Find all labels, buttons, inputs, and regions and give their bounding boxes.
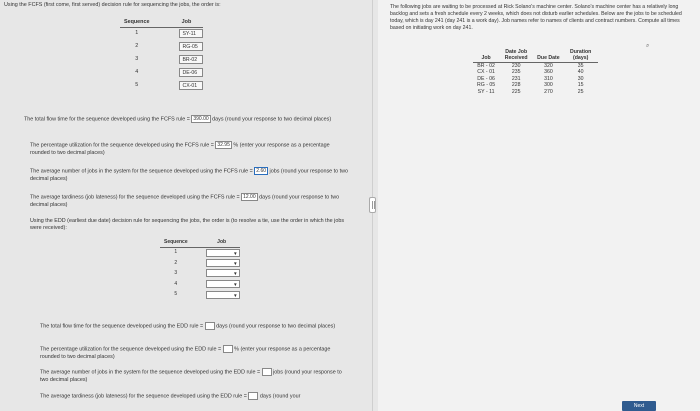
edd-average-tardiness-input[interactable] [248,392,258,400]
table-row: BR - 02 230 320 35 [477,62,584,69]
average-tardiness-input[interactable]: 12.00 [243,194,256,200]
sequence-header: Sequence [120,18,153,27]
table-row: CX - 01 235 360 40 [477,69,584,76]
job-answer-field[interactable]: SY-11 [179,29,203,38]
sequence-number: 5 [135,81,139,88]
job-dropdown[interactable] [206,291,240,299]
edd-utilization: The percentage utilization for the sequence developed using the EDD rule = % (enter your response as a percentage rounded to two decimal places) [40,346,331,360]
table-row [160,268,240,279]
table-row [120,66,203,79]
job-answer-field[interactable]: RG-05 [179,42,203,51]
sequence-number: 2 [174,259,178,266]
jobs-table [473,50,598,95]
edd-flow-time: The total flow time for the sequence developed using the EDD rule = days (round your response to two decimal places) [40,323,336,330]
table-row: DE - 06 231 310 30 [477,75,584,82]
job-header: Job [192,238,240,247]
edd-average-tardiness: The average tardiness (job lateness) for the sequence developed using the EDD rule = days (round your [40,393,301,400]
job-dropdown[interactable] [206,280,240,288]
sequence-number: 3 [135,55,139,62]
chevron-down-icon: ▼ [233,292,238,298]
fcfs-intro-text: Using the FCFS (first come, first served) decision rule for sequencing the jobs, the order is: [4,2,221,8]
table-row [160,279,240,290]
problem-statement-pane [378,0,700,411]
chevron-down-icon: ▼ [233,260,238,266]
sequence-number: 3 [174,270,178,277]
sequence-number: 1 [135,30,139,37]
average-jobs-input[interactable]: 2.60 [256,168,267,174]
resize-handle[interactable] [369,197,376,213]
jobs-header-received: Date Job Received [499,50,533,62]
edd-utilization-input[interactable] [223,345,233,353]
chevron-down-icon: ▼ [233,282,238,288]
job-dropdown[interactable] [206,269,240,277]
job-dropdown[interactable] [206,249,240,257]
sequence-number: 2 [135,42,139,49]
table-row: SY - 11 225 270 25 [477,88,584,95]
table-row [120,27,203,40]
chevron-down-icon: ▼ [233,250,238,256]
job-header: Job [153,18,203,27]
edd-flow-time-input[interactable] [205,322,215,330]
table-row [120,40,203,53]
sequence-header: Sequence [160,238,192,247]
edd-intro-text: Using the EDD (earliest due date) decision rule for sequencing the jobs, the order is (to resolve a tie, use the order in which the jobs were received): [30,218,345,232]
job-dropdown[interactable] [206,259,240,267]
jobs-header-duration: Duration (days) [564,50,598,62]
job-answer-field[interactable]: DE-06 [179,68,203,77]
fcfs-flow-time: The total flow time for the sequence developed using the FCFS rule = 390.00 days (round your response to two decimal places) [24,116,332,123]
sequence-number: 4 [135,68,139,75]
sequence-number: 1 [174,249,178,256]
fcfs-average-tardiness: The average tardiness (job lateness) for the sequence developed using the FCFS rule = 12.00 days (round your response to two decimal places) [30,194,340,208]
table-row [120,53,203,66]
chevron-down-icon: ▼ [233,271,238,277]
table-row [160,258,240,269]
table-row [160,247,240,258]
job-answer-field[interactable]: CX-01 [179,81,203,90]
sequence-number: 4 [174,280,178,287]
cursor-icon: ⌕ [646,43,650,49]
jobs-header-job: Job [473,50,499,62]
table-row [120,79,203,92]
edd-average-jobs-input[interactable] [262,368,272,376]
table-row: RG - 05 228 300 15 [477,82,584,89]
utilization-input[interactable]: 32.95 [217,142,230,148]
flow-time-input[interactable]: 390.00 [193,116,209,122]
edd-average-jobs: The average number of jobs in the system for the sequence developed using the EDD rule = jobs (round your response to two decimal places) [40,369,342,383]
next-button[interactable]: Next [622,401,656,411]
fcfs-average-jobs: The average number of jobs in the system for the sequence developed using the FCFS rule = 2.60 jobs (round your response to two decimal places) [30,168,349,182]
table-row [160,289,240,300]
fcfs-sequence-table [120,18,203,92]
sequence-number: 5 [174,291,178,298]
problem-text: The following jobs are waiting to be processed at Rick Solano's machine center. Solano's machine center has a relatively long backlog and sets a fresh schedule every 2 weeks, which does not disturb earlier schedules. Below are the jobs to be scheduled today, which is day 241 (day 241 is a work day). Job names refer to names of clients and contract numbers. Compute all times based on initiating work on day 241. [390,4,682,32]
job-answer-field[interactable]: BR-02 [179,55,203,64]
edd-sequence-table [160,238,240,300]
jobs-header-due-date: Due Date [533,50,564,62]
fcfs-utilization: The percentage utilization for the sequence developed using the FCFS rule = 32.95 % (enter your response as a percentage rounded to two decimal places) [30,142,330,156]
